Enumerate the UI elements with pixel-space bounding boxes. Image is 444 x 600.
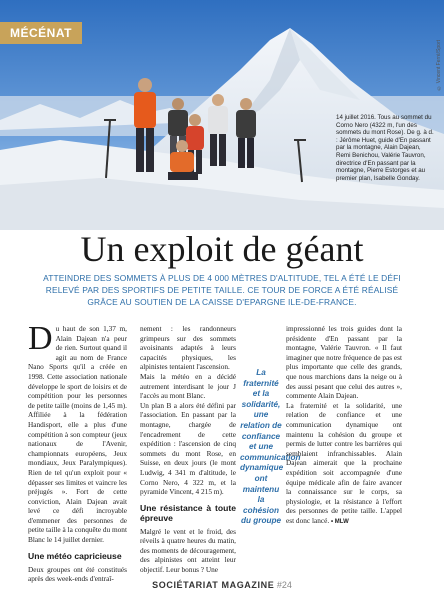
paragraph: impressionné les trois guides dont la présidente d'En passant par la montagne, Valérie Tauvron. « Il faut imaginer que notre fréquence de pas est plus importante que celle des grands, que nous marchions dans la neige ou à des aussi pesant que celui des autres », commente Alain Dajean.: [286, 324, 402, 401]
issue-number: #24: [276, 580, 292, 590]
article-column-2: [140, 324, 236, 575]
author-signature: • MLW: [330, 518, 349, 525]
photo-caption: 14 juillet 2016. Tous au sommet du Corno Nero (4322 m, l'un des sommets du mont Rose). De g. à d. : Jérôme Huet, guide d'En passant par la montagne, Alain Dajean, Remi Benichou, Valérie Tauvron, directrice d'En passant par la montagne, Pierre Estorges et au premier plan, Isabelle Gonday.: [336, 114, 434, 182]
paragraph: Deux groupes ont été constitués après des week-ends d'entraî-: [28, 564, 127, 584]
article-title: Un exploit de géant: [80, 229, 364, 269]
article-column-1: [28, 320, 127, 584]
article-lede: ATTEINDRE DES SOMMETS À PLUS DE 4 000 MÈTRES D'ALTITUDE, TEL A ÉTÉ LE DÉFI RELEVÉ PAR DES SPORTIFS DE PETITE TAILLE. CE TOUR DE FORCE A ÉTÉ RÉALISÉ GRÂCE AU SOUTIEN DE LA CAISSE D'EPARGNE ILE-DE-FRANCE.: [43, 273, 401, 307]
paragraph: Malgré le vent et le froid, des réveils à quatre heures du matin, des moments de découragement, des alpinistes ont atteint leur objectif. Leur bonus ? Une: [140, 526, 236, 575]
photo-credit: © Vincent Ferré/Sport: [436, 40, 442, 91]
article-column-3: [286, 324, 402, 527]
magazine-name: SOCIÉTARIAT MAGAZINE: [152, 580, 275, 590]
paragraph: [286, 401, 402, 528]
section-tag: MÉCÉNAT: [0, 22, 82, 44]
subheading: Une résistance à toute épreuve: [140, 502, 236, 523]
paragraph: Un plan B a alors été défini par l'association. En passant par la montagne, chargée de l'encadrement de cette expédition : l'ascension de cinq sommets du mont Rose, en Suisse, en deux jours (le mont Ludwig, 4 341 m d'altitude, le Corno Nero, 4 322 m, et la pyramide Vincent, 4 215 m).: [140, 400, 236, 497]
pull-quote: La fraternité et la solidarité, une relation de confiance et une communication dynamique ont maintenu la cohésion du groupe: [240, 368, 301, 526]
drop-cap: D: [28, 320, 53, 357]
paragraph-text: La fraternité et la solidarité, une relation de confiance et une communication dynamique ont maintenu la cohésion du groupe et permis de lutter contre les barrières qui semblaient infranchissables. Alain Dajean aimerait que la prochaine expédition soit accompagnée d'une équipe médicale afin de faire avancer la connaissance sur le corps, sa physiologie, et la résistance à l'effort des personnes de petite taille. L'appel est donc lancé.: [286, 400, 402, 525]
paragraph: nement : les randonneurs grimpeurs sur des sommets avoisinants adaptés à leurs capacités physiques, les alpinistes tentaient l'ascension.: [140, 324, 236, 372]
paragraph: Mais la météo en a décidé autrement interdisant le jour J l'accès au mont Blanc.: [140, 371, 236, 401]
page-footer: [0, 580, 444, 590]
subheading: Une météo capricieuse: [28, 550, 122, 561]
paragraph: u haut de son 1,37 m, Alain Dajean n'a peur de rien. Surtout quand il agit au nom de France Nano Sports qu'il a créée en 1998. Cette association nationale développe le sport de loisirs et de compétition pour les personnes de petite taille (moins de 1,45 m). Affiliée à la fédération Handisport, elle a plus d'une compétition à son compteur (jeux nationaux de l'Avenir, championnats européens, Jeux mondiaux, Jeux Paralympiques). Rien de tel qu'un exploit pour « dépasser ses limites et vaincre les préjugés ». Fort de cette conviction, Alain Dajean avait levé ce défi incroyable d'emmener des personnes de petite taille à la conquête du mont Blanc le 14 juillet dernier.: [28, 324, 127, 545]
